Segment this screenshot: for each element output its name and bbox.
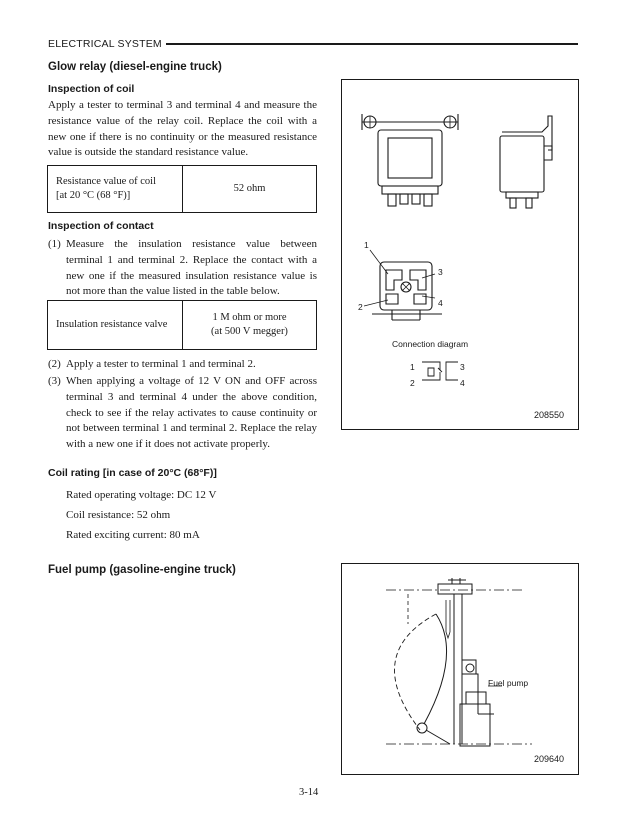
coil-resistance-table (47, 165, 317, 213)
coil-paragraph: Apply a tester to terminal 3 and terminal 4 and measure the resistance value of the relay coil. Replace the coil with a new one if there is no continuity or the measured resistance value is outside the standard resistance value. (48, 99, 317, 159)
fuel-pump-figure (341, 563, 579, 775)
glow-relay-drawing (342, 80, 578, 429)
insulation-table-value-line2: (at 500 V megger) (211, 326, 288, 337)
conn-terminal-4: 4 (460, 378, 465, 388)
header-rule (166, 43, 578, 45)
contact-item1-number: (1) (48, 238, 61, 250)
fuel-pump-figure-code: 209640 (534, 754, 565, 764)
conn-terminal-3: 3 (460, 362, 465, 372)
coil-resistance: Coil resistance: 52 ohm (66, 509, 171, 521)
relay-callout-3: 3 (438, 267, 443, 277)
glow-relay-title: Glow relay (diesel-engine truck) (48, 61, 222, 73)
rated-current: Rated exciting current: 80 mA (66, 529, 200, 541)
rated-voltage: Rated operating voltage: DC 12 V (66, 489, 217, 501)
coil-table-label-line1: Resistance value of coil (56, 176, 157, 187)
coil-heading: Inspection of coil (48, 83, 135, 95)
insulation-table-label-cell: Insulation resistance valve (48, 301, 183, 350)
fuel-pump-label: Fuel pump (488, 678, 529, 688)
coil-table-label-line2: [at 20 °C (68 °F)] (56, 190, 131, 201)
conn-terminal-1: 1 (410, 362, 415, 372)
conn-terminal-2: 2 (410, 378, 415, 388)
contact-item3-number: (3) (48, 375, 61, 387)
glow-relay-figure (341, 79, 579, 430)
coil-rating-heading: Coil rating [in case of 20°C (68°F)] (48, 467, 217, 479)
relay-callout-2: 2 (358, 302, 363, 312)
insulation-table-value-line1: 1 M ohm or more (212, 312, 287, 323)
contact-item2-number: (2) (48, 358, 61, 370)
contact-heading: Inspection of contact (48, 220, 154, 232)
section-title: ELECTRICAL SYSTEM (48, 38, 162, 50)
contact-item2-text: Apply a tester to terminal 1 and terminal 2. (66, 358, 256, 370)
page-number: 3-14 (299, 787, 319, 798)
relay-callout-4: 4 (438, 298, 443, 308)
coil-table-value-cell: 52 ohm (183, 166, 317, 213)
connection-diagram-caption: Connection diagram (392, 339, 469, 349)
insulation-table-value-cell (183, 301, 317, 350)
relay-callout-1: 1 (364, 240, 369, 250)
fuel-pump-title: Fuel pump (gasoline-engine truck) (48, 564, 236, 576)
contact-item1-text: Measure the insulation resistance value between terminal 1 and terminal 2. Replace the contact with a new one if the measured insulation resistance value is not more than the value listed in the table below. (66, 238, 317, 298)
coil-table-label-cell (48, 166, 183, 213)
glow-relay-figure-code: 208550 (534, 410, 565, 420)
fuel-pump-drawing (342, 564, 578, 774)
insulation-table (47, 300, 317, 350)
contact-item3-text: When applying a voltage of 12 V ON and OFF across terminal 3 and terminal 4 under the above condition, check to see if the relay activates to cause continuity or not between terminal 1 and terminal 2. Replace the relay with a new one if it does not activate properly. (66, 375, 317, 451)
